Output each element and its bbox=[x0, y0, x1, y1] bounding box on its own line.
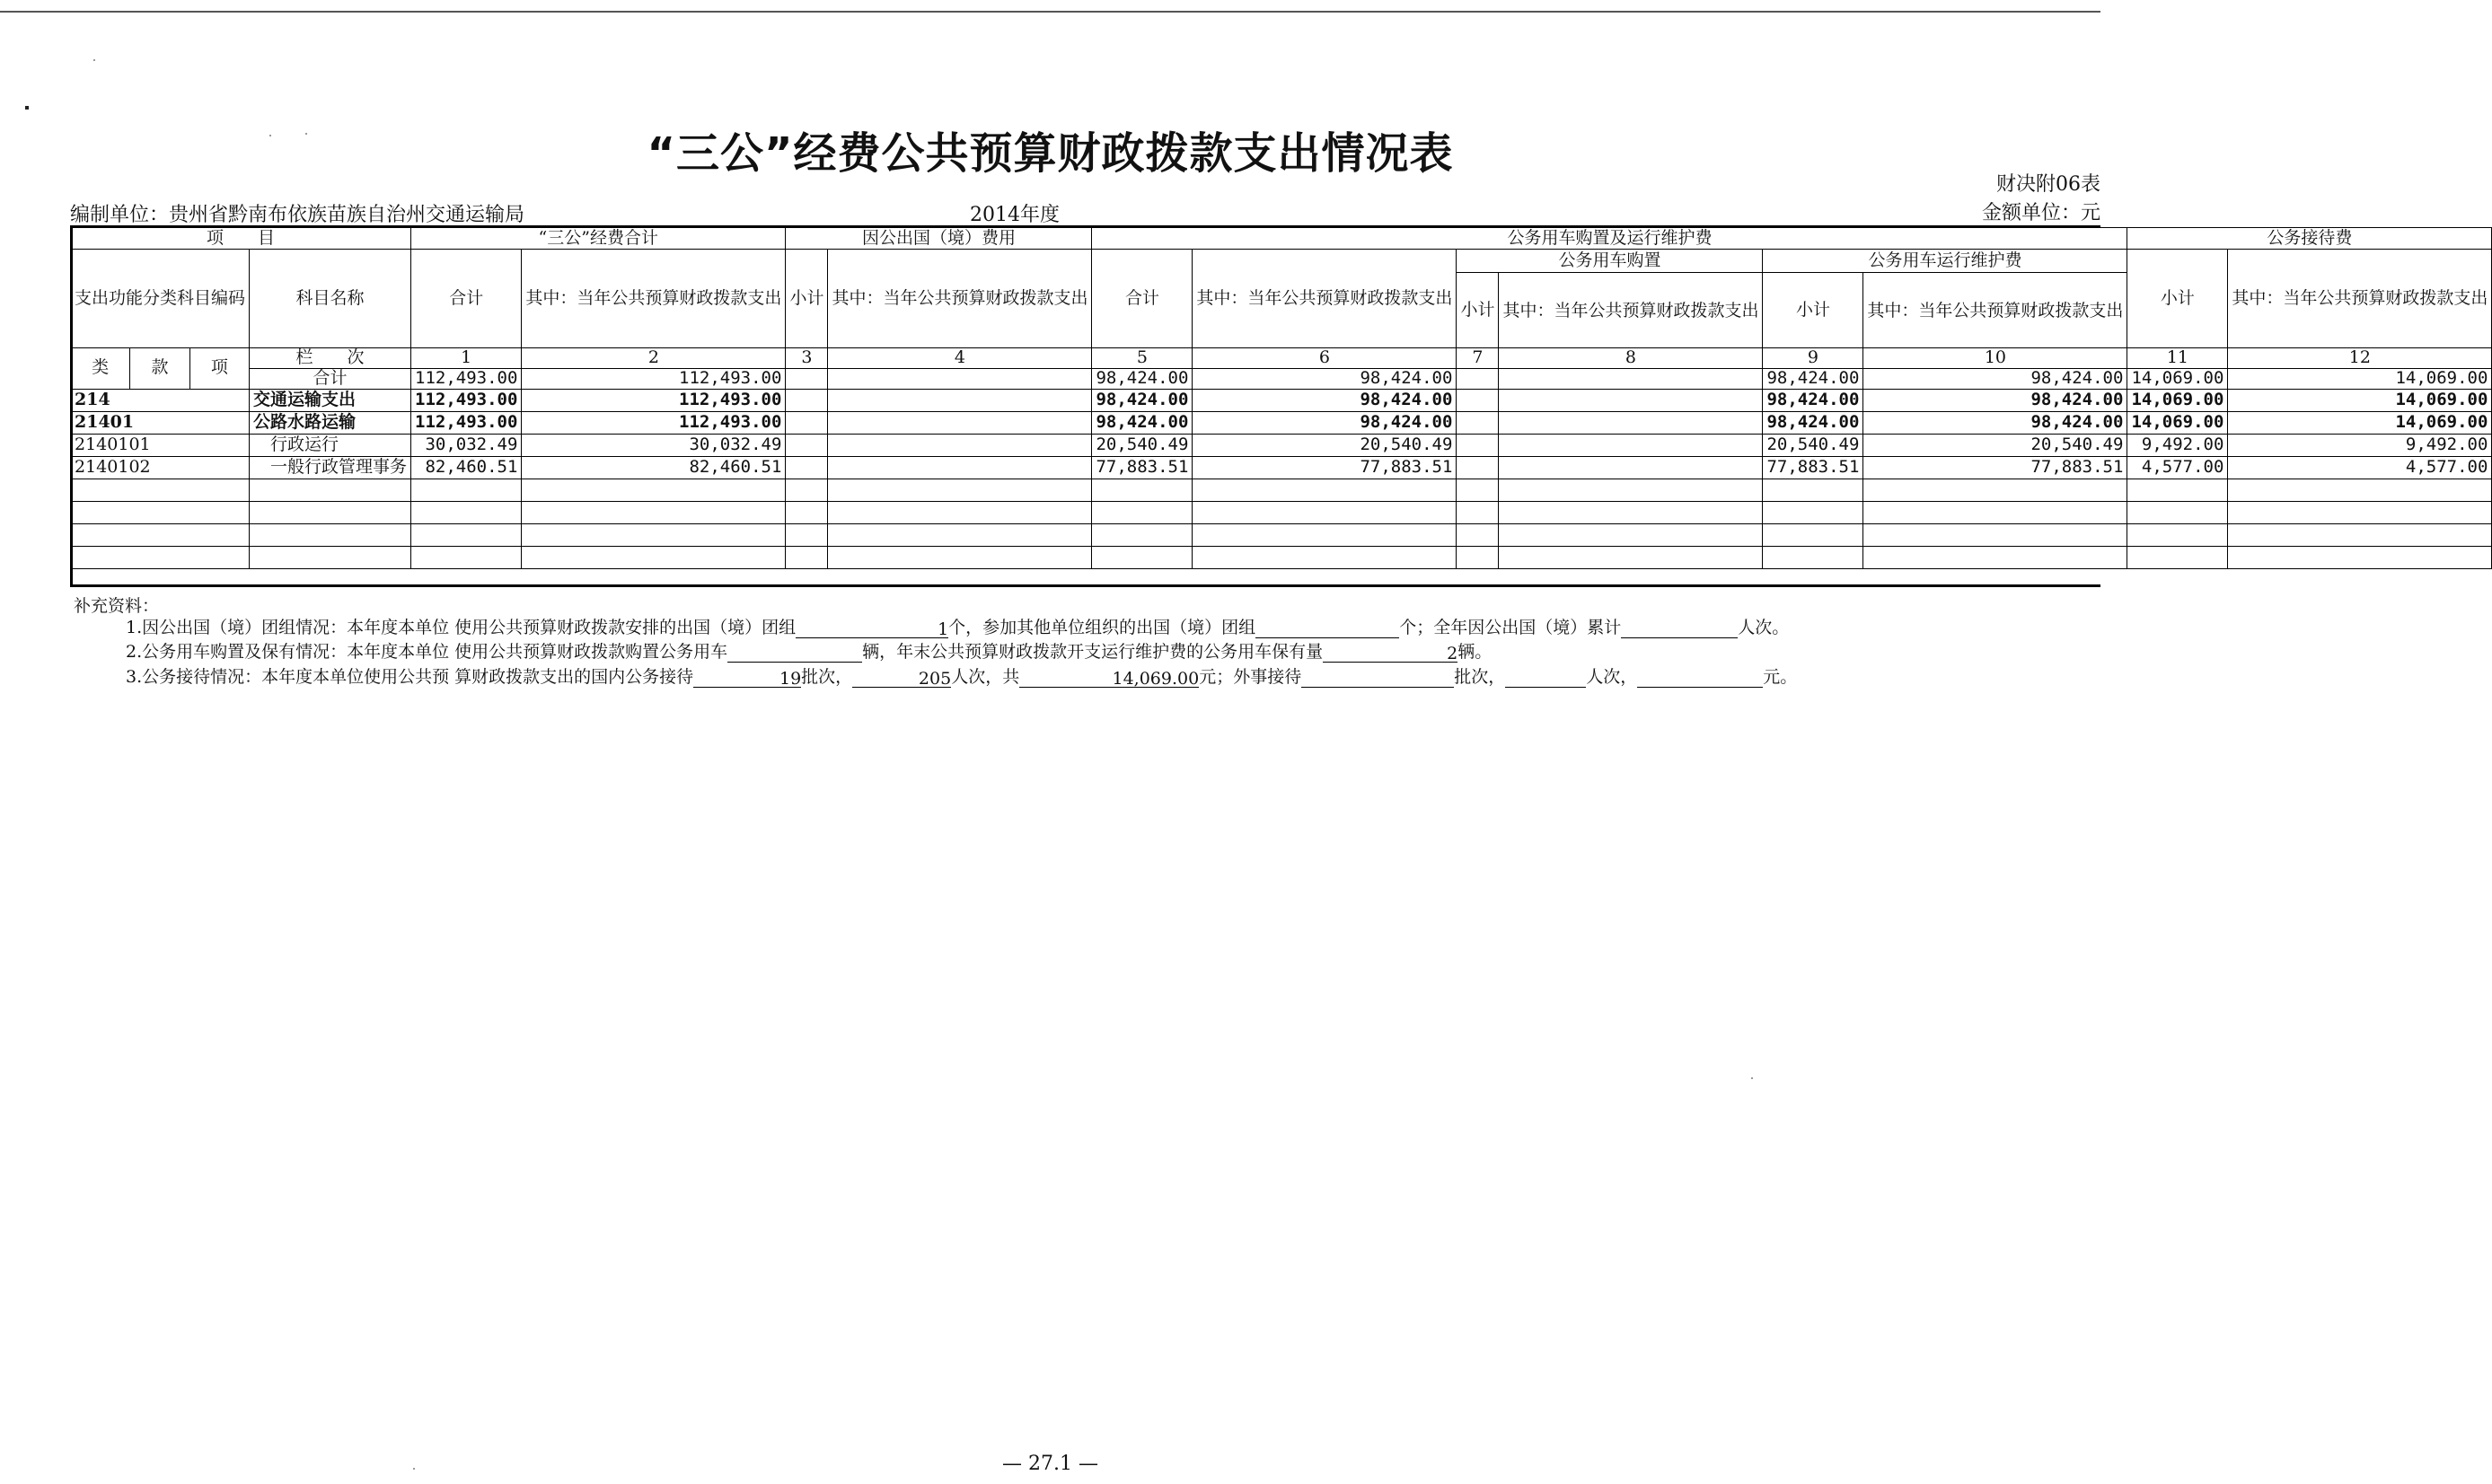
col-number: 8 bbox=[1499, 348, 1763, 369]
cell bbox=[786, 434, 828, 456]
note3-value-batches: 19 bbox=[693, 669, 801, 688]
note3-value-amount: 14,069.00 bbox=[1019, 669, 1199, 688]
note2-text-b: 辆，年末公共预算财政拨款开支运行维护费的公务用车保有量 bbox=[862, 642, 1324, 662]
col-number: 6 bbox=[1193, 348, 1457, 369]
header-car-purchase: 公务用车购置 bbox=[1457, 250, 1763, 273]
row-name: 行政运行 bbox=[250, 434, 411, 456]
row-name: 合计 bbox=[250, 368, 411, 389]
cell: 98,424.00 bbox=[1863, 389, 2127, 411]
cell: 77,883.51 bbox=[1193, 456, 1457, 479]
fiscal-year: 2014年度 bbox=[970, 204, 1060, 226]
note2-value-held: 2 bbox=[1323, 644, 1457, 663]
cell bbox=[828, 434, 1092, 456]
empty-row bbox=[71, 501, 2492, 523]
cell bbox=[1457, 411, 1499, 434]
header-col4: 其中：当年公共预算财政拨款支出 bbox=[828, 250, 1092, 348]
header-col12: 其中：当年公共预算财政拨款支出 bbox=[2228, 250, 2492, 348]
note1-value-groups: 1 bbox=[796, 619, 948, 638]
header-item: 项 目 bbox=[71, 228, 411, 250]
note1-text-c: 个；全年因公出国（境）累计 bbox=[1399, 618, 1622, 637]
cell: 98,424.00 bbox=[1193, 411, 1457, 434]
col-number: 2 bbox=[522, 348, 786, 369]
row-code: 2140101 bbox=[71, 434, 250, 456]
note3-text-g: 元。 bbox=[1763, 667, 1798, 687]
col-number: 10 bbox=[1863, 348, 2127, 369]
cell: 14,069.00 bbox=[2127, 411, 2228, 434]
header-reception: 公务接待费 bbox=[2127, 228, 2492, 250]
row-name: 交通运输支出 bbox=[250, 389, 411, 411]
cell: 30,032.49 bbox=[522, 434, 786, 456]
header-col8: 其中：当年公共预算财政拨款支出 bbox=[1499, 273, 1763, 348]
note1-text-a: 1.因公出国（境）团组情况：本年度本单位 使用公共预算财政拨款安排的出国（境）团组 bbox=[126, 618, 797, 637]
cell: 4,577.00 bbox=[2127, 456, 2228, 479]
cell: 77,883.51 bbox=[1092, 456, 1193, 479]
col-number: 9 bbox=[1763, 348, 1863, 369]
note1-value-persons bbox=[1621, 619, 1738, 638]
cell: 9,492.00 bbox=[2127, 434, 2228, 456]
cell: 30,032.49 bbox=[411, 434, 522, 456]
header-col11: 小计 bbox=[2127, 250, 2228, 348]
row-code: 214 bbox=[71, 389, 250, 411]
header-lei: 类 bbox=[71, 348, 130, 390]
col-number: 12 bbox=[2228, 348, 2492, 369]
scan-top-border bbox=[0, 11, 2100, 13]
compiling-unit: 编制单位：贵州省黔南布依族苗族自治州交通运输局 bbox=[70, 204, 525, 226]
cell: 20,540.49 bbox=[1763, 434, 1863, 456]
header-car-total: 公务用车购置及运行维护费 bbox=[1092, 228, 2127, 250]
note3-text-d: 元；外事接待 bbox=[1199, 667, 1302, 687]
cell: 4,577.00 bbox=[2228, 456, 2492, 479]
cell: 20,540.49 bbox=[1193, 434, 1457, 456]
cell: 98,424.00 bbox=[1193, 368, 1457, 389]
cell bbox=[828, 368, 1092, 389]
header-column-row: 栏 次 bbox=[250, 348, 411, 369]
col-number: 1 bbox=[411, 348, 522, 369]
header-col3: 小计 bbox=[786, 250, 828, 348]
page-number: — 27.1 — bbox=[1002, 1453, 1098, 1475]
col-number: 11 bbox=[2127, 348, 2228, 369]
cell: 20,540.49 bbox=[1863, 434, 2127, 456]
note-line-1 bbox=[126, 614, 1789, 638]
cell: 112,493.00 bbox=[411, 411, 522, 434]
note3-text-e: 批次， bbox=[1454, 667, 1506, 687]
cell bbox=[1499, 456, 1763, 479]
header-sangong-total: “三公”经费合计 bbox=[411, 228, 786, 250]
header-subject-name: 科目名称 bbox=[250, 250, 411, 348]
note3-value-foreign-persons bbox=[1505, 669, 1586, 688]
header-col9: 小计 bbox=[1763, 273, 1863, 348]
cell: 9,492.00 bbox=[2228, 434, 2492, 456]
cell: 77,883.51 bbox=[1763, 456, 1863, 479]
header-col10: 其中：当年公共预算财政拨款支出 bbox=[1863, 273, 2127, 348]
cell: 14,069.00 bbox=[2228, 389, 2492, 411]
col-number: 5 bbox=[1092, 348, 1193, 369]
cell: 98,424.00 bbox=[1763, 389, 1863, 411]
note1-text-b: 个，参加其他单位组织的出国（境）团组 bbox=[948, 618, 1256, 637]
cell: 98,424.00 bbox=[1092, 368, 1193, 389]
cell: 82,460.51 bbox=[411, 456, 522, 479]
note3-text-a: 3.公务接待情况：本年度本单位使用公共预 算财政拨款支出的国内公务接待 bbox=[126, 667, 694, 687]
cell: 98,424.00 bbox=[1092, 411, 1193, 434]
table-row bbox=[71, 368, 2492, 389]
note3-value-foreign-amount bbox=[1637, 669, 1763, 688]
empty-row bbox=[71, 523, 2492, 546]
note3-value-foreign-batches bbox=[1301, 669, 1454, 688]
cell bbox=[1457, 456, 1499, 479]
cell bbox=[1499, 411, 1763, 434]
note-line-2 bbox=[126, 638, 1492, 663]
cell: 112,493.00 bbox=[411, 389, 522, 411]
header-col6: 其中：当年公共预算财政拨款支出 bbox=[1193, 250, 1457, 348]
cell bbox=[786, 456, 828, 479]
header-car-operation: 公务用车运行维护费 bbox=[1763, 250, 2127, 273]
header-func-code: 支出功能分类科目编码 bbox=[71, 250, 250, 348]
document-title: “三公”经费公共预算财政拨款支出情况表 bbox=[647, 128, 1454, 179]
cell: 14,069.00 bbox=[2228, 411, 2492, 434]
cell bbox=[786, 368, 828, 389]
table-row bbox=[71, 411, 2492, 434]
cell: 14,069.00 bbox=[2127, 368, 2228, 389]
header-col5: 合计 bbox=[1092, 250, 1193, 348]
table-row bbox=[71, 434, 2492, 456]
cell bbox=[1499, 434, 1763, 456]
amount-unit: 金额单位：元 bbox=[1981, 202, 2100, 224]
notes-heading: 补充资料： bbox=[74, 596, 160, 616]
cell: 112,493.00 bbox=[522, 411, 786, 434]
cell bbox=[1499, 368, 1763, 389]
cell: 98,424.00 bbox=[1763, 411, 1863, 434]
cell bbox=[828, 411, 1092, 434]
cell bbox=[1457, 434, 1499, 456]
cell: 112,493.00 bbox=[522, 368, 786, 389]
header-col2: 其中：当年公共预算财政拨款支出 bbox=[522, 250, 786, 348]
note2-value-purchased bbox=[727, 644, 862, 663]
row-name: 公路水路运输 bbox=[250, 411, 411, 434]
header-col1: 合计 bbox=[411, 250, 522, 348]
header-kuan: 款 bbox=[130, 348, 189, 390]
table-row bbox=[71, 456, 2492, 479]
note2-text-a: 2.公务用车购置及保有情况：本年度本单位 使用公共预算财政拨款购置公务用车 bbox=[126, 642, 728, 662]
col-number: 7 bbox=[1457, 348, 1499, 369]
cell: 98,424.00 bbox=[1763, 368, 1863, 389]
form-number: 财决附06表 bbox=[1996, 173, 2100, 196]
note3-value-persons: 205 bbox=[852, 669, 951, 688]
cell: 98,424.00 bbox=[1092, 389, 1193, 411]
header-col7: 小计 bbox=[1457, 273, 1499, 348]
note1-value-other-groups bbox=[1255, 619, 1399, 638]
row-code: 21401 bbox=[71, 411, 250, 434]
empty-row bbox=[71, 479, 2492, 501]
cell: 14,069.00 bbox=[2228, 368, 2492, 389]
cell: 112,493.00 bbox=[411, 368, 522, 389]
cell: 77,883.51 bbox=[1863, 456, 2127, 479]
col-number: 3 bbox=[786, 348, 828, 369]
note1-text-d: 人次。 bbox=[1738, 618, 1790, 637]
cell bbox=[786, 389, 828, 411]
header-abroad: 因公出国（境）费用 bbox=[786, 228, 1092, 250]
cell bbox=[1457, 389, 1499, 411]
cell bbox=[786, 411, 828, 434]
expenditure-table bbox=[70, 227, 2492, 569]
col-number: 4 bbox=[828, 348, 1092, 369]
note2-text-c: 辆。 bbox=[1457, 642, 1493, 662]
cell bbox=[1457, 368, 1499, 389]
header-xiang: 项 bbox=[189, 348, 249, 390]
table-row bbox=[71, 389, 2492, 411]
cell: 112,493.00 bbox=[522, 389, 786, 411]
note3-text-c: 人次，共 bbox=[951, 667, 1020, 687]
cell bbox=[828, 456, 1092, 479]
row-name: 一般行政管理事务 bbox=[250, 456, 411, 479]
cell: 20,540.49 bbox=[1092, 434, 1193, 456]
note3-text-f: 人次， bbox=[1586, 667, 1638, 687]
note3-text-b: 批次， bbox=[801, 667, 853, 687]
cell bbox=[1499, 389, 1763, 411]
cell: 98,424.00 bbox=[1193, 389, 1457, 411]
cell: 98,424.00 bbox=[1863, 411, 2127, 434]
cell: 14,069.00 bbox=[2127, 389, 2228, 411]
cell: 82,460.51 bbox=[522, 456, 786, 479]
cell bbox=[828, 389, 1092, 411]
empty-row bbox=[71, 546, 2492, 568]
note-line-3 bbox=[126, 663, 1797, 688]
cell: 98,424.00 bbox=[1863, 368, 2127, 389]
row-code: 2140102 bbox=[71, 456, 250, 479]
